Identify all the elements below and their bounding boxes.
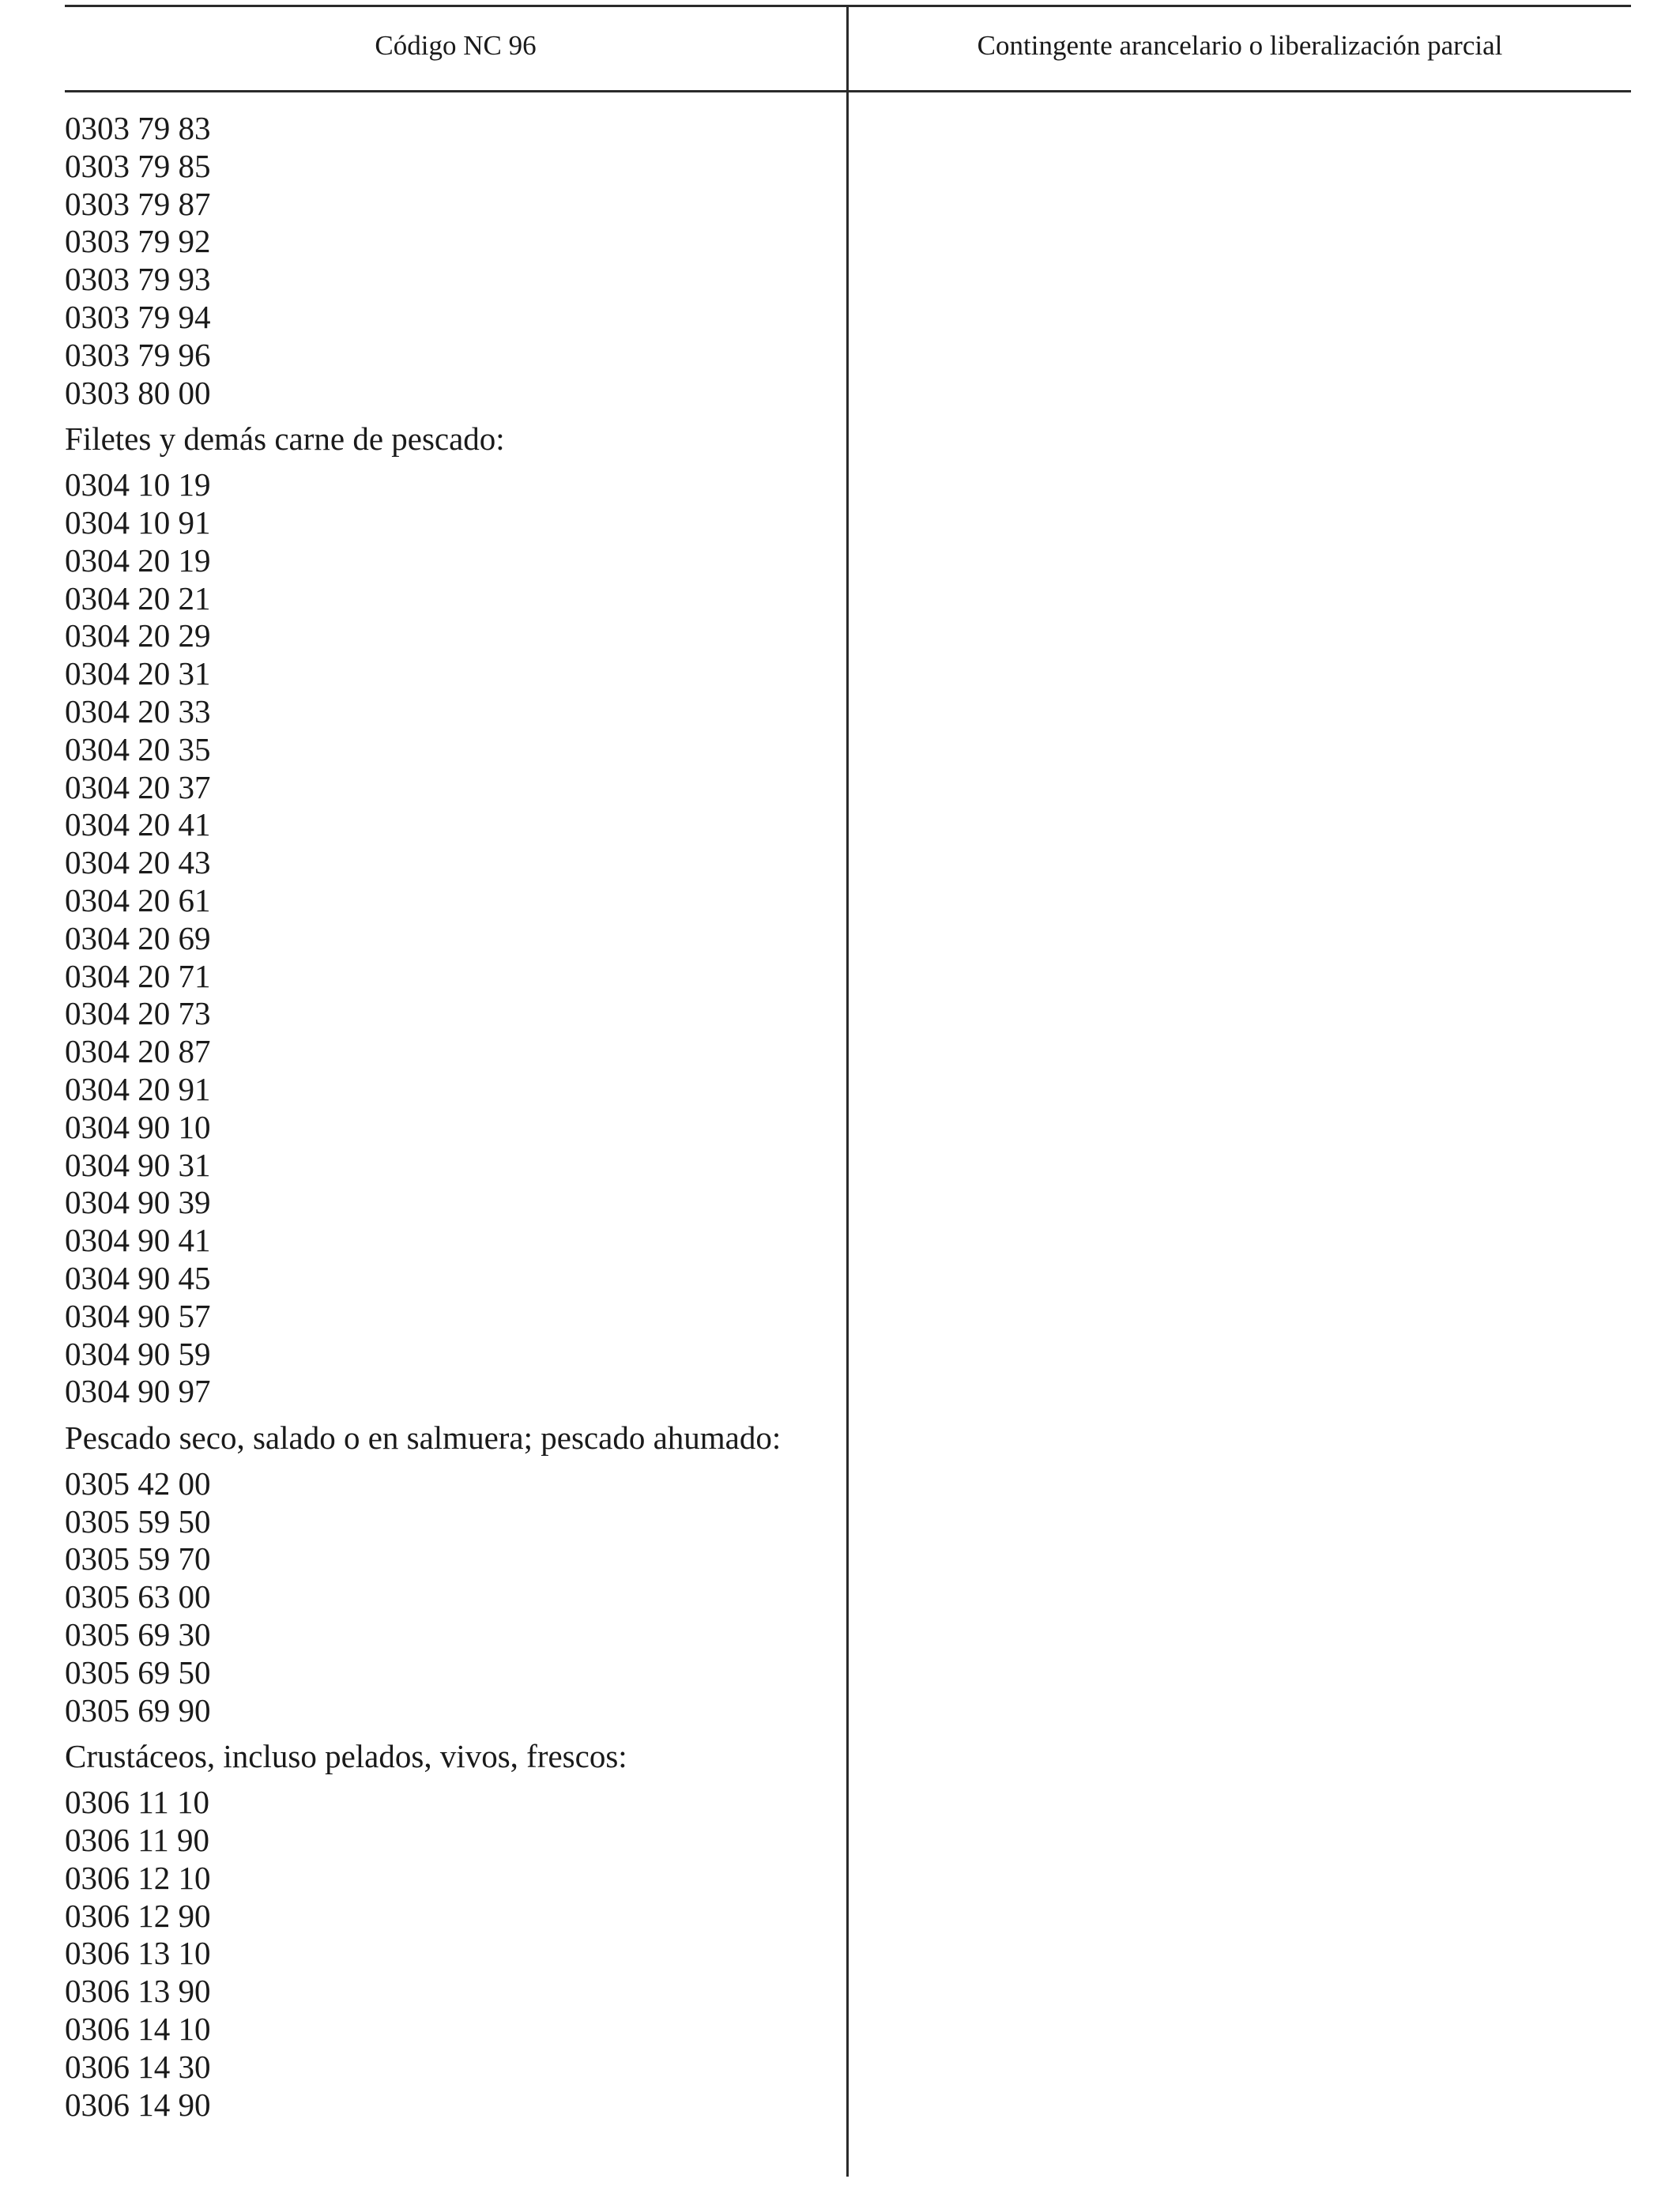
cn-code: 0304 20 19: [65, 541, 211, 579]
cn-code: 0303 79 87: [65, 185, 211, 222]
column-divider: [846, 5, 849, 2177]
cn-code: 0304 20 21: [65, 579, 211, 616]
group-heading: Crustáceos, incluso pelados, vivos, frescos:: [65, 1738, 627, 1775]
code-group: [65, 1419, 839, 1729]
cn-code: 0304 90 97: [65, 1373, 211, 1410]
cn-code: 0304 90 10: [65, 1108, 211, 1145]
cn-code: 0304 20 73: [65, 995, 211, 1032]
cn-code: 0304 90 57: [65, 1297, 211, 1334]
column-header-code: Código NC 96: [375, 30, 537, 61]
cn-code: 0303 79 92: [65, 223, 211, 260]
cn-code: 0306 14 30: [65, 2048, 211, 2085]
group-heading: Pescado seco, salado o en salmuera; pescado ahumado:: [65, 1419, 782, 1457]
cn-code: 0304 20 43: [65, 844, 211, 881]
cn-code: 0304 10 19: [65, 466, 211, 503]
column-header-quota: Contingente arancelario o liberalización parcial: [977, 30, 1503, 61]
cn-code: 0306 14 10: [65, 2011, 211, 2048]
cn-code: 0303 80 00: [65, 374, 211, 411]
cn-code: 0304 20 91: [65, 1070, 211, 1107]
cn-code: 0304 20 37: [65, 768, 211, 805]
code-group: [65, 1738, 839, 2124]
cn-code: 0303 79 85: [65, 147, 211, 184]
cn-code: 0305 69 50: [65, 1653, 211, 1691]
code-group: [65, 420, 839, 1411]
cn-code: 0305 59 50: [65, 1502, 211, 1540]
cn-code: 0304 20 71: [65, 957, 211, 994]
cn-code: 0306 12 10: [65, 1859, 211, 1896]
group-heading: Filetes y demás carne de pescado:: [65, 420, 505, 458]
cn-code: 0304 20 87: [65, 1033, 211, 1070]
cn-code: 0303 79 94: [65, 298, 211, 335]
cn-code: 0306 13 90: [65, 1973, 211, 2010]
cn-code: 0305 69 90: [65, 1691, 211, 1728]
cn-code: 0303 79 83: [65, 110, 211, 146]
cn-code: 0306 12 90: [65, 1897, 211, 1934]
cn-code: 0304 20 31: [65, 655, 211, 692]
cn-code: 0304 20 41: [65, 806, 211, 843]
cn-code: 0304 20 33: [65, 692, 211, 729]
cn-code: 0304 90 39: [65, 1184, 211, 1221]
cn-code: 0303 79 93: [65, 261, 211, 298]
cn-code: 0305 42 00: [65, 1465, 211, 1502]
cn-code: 0305 63 00: [65, 1578, 211, 1615]
code-group: [65, 110, 839, 412]
cn-code: 0304 20 61: [65, 881, 211, 918]
code-column: [65, 110, 839, 2124]
cn-code: 0304 20 35: [65, 730, 211, 767]
cn-code: 0306 14 90: [65, 2086, 211, 2123]
cn-code: 0304 90 45: [65, 1259, 211, 1296]
cn-code: 0305 69 30: [65, 1616, 211, 1653]
cn-code: 0306 13 10: [65, 1935, 211, 1972]
cn-code: 0304 90 59: [65, 1335, 211, 1372]
cn-code: 0306 11 10: [65, 1784, 209, 1821]
cn-code: 0304 20 69: [65, 919, 211, 956]
cn-code: 0304 10 91: [65, 503, 211, 541]
cn-code: 0303 79 96: [65, 336, 211, 373]
cn-code: 0304 20 29: [65, 617, 211, 654]
cn-code: 0306 11 90: [65, 1822, 209, 1859]
cn-code: 0304 90 31: [65, 1146, 211, 1183]
cn-code: 0304 90 41: [65, 1222, 211, 1259]
cn-code: 0305 59 70: [65, 1540, 211, 1578]
